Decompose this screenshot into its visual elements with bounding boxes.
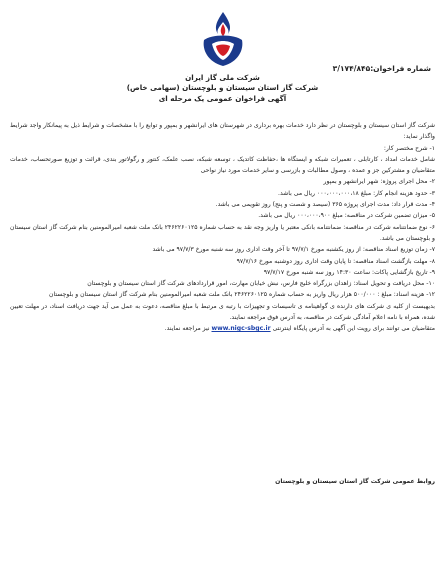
- notice-body: [10, 120, 435, 335]
- item-1: ۱- شرح مختصر کار:: [383, 144, 435, 152]
- item-1-detail: شامل خدمات امداد ، کارتابلی ، تعمیرات شبکه و ایستگاه ها ،حفاظت کاتدیک ، توسعه شبکه، نصب علمک، کنتور و رگولاتور بندی، قرائت و توزیع صورتحساب، خدمات متقاضیان و مشترکین جز و عمده ، وصول مطالبات و بازرسی و سایر خدمات مورد نیاز نواحی: [10, 155, 435, 175]
- closing-suffix: نیز مراجعه نمایند.: [164, 325, 210, 333]
- header-company: شرکت ملی گاز ایران: [185, 73, 260, 82]
- item-7: ۷- زمان توزیع اسناد مناقصه: از روز یکشنبه مورخ ۹۷/۷/۱ تا آخر وقت اداری روز سه شنبه مورخ ۹۷/۷/۳ می باشد: [152, 246, 435, 254]
- item-2: ۲- محل اجرای پروژه: شهر ایرانشهر و بمپور: [323, 178, 435, 186]
- notice-number: شماره فراخوان:۳/۱۷۴/۸۴۵: [332, 64, 431, 73]
- header-subsidiary: شرکت گاز استان سیستان و بلوچستان (سهامی خاص): [126, 83, 319, 92]
- item-5: ۵- میزان تضمین شرکت در مناقصه: مبلغ ۰۰۰،۰۰۰،۹۰۰ ریال می باشد.: [258, 212, 435, 220]
- item-12: ۱۲- هزینه اسناد: مبلغ : ۵۰۰/۰۰۰ هزار ریال واریز به حساب شماره ۲۴۶۲۲۶۰۱۲۵ بانک ملت شعبه امیرالمومنین بنام شرکت گاز استان سیستان و بلوچستان: [49, 291, 435, 299]
- closing-paragraph: [10, 323, 435, 334]
- closing-prefix: متقاضیان می توانند برای رویت این آگهی به آدرس پایگاه اینترنتی: [272, 325, 435, 333]
- item-8: ۸- مهلت بازگشت اسناد مناقصه: تا پایان وقت اداری روز دوشنبه مورخ ۹۷/۷/۱۶: [236, 257, 435, 265]
- nigc-logo-icon: [194, 10, 252, 72]
- website-link[interactable]: www.nigc-sbgc.ir: [211, 325, 271, 333]
- item-3: ۳- حدود هزینه انجام کار: مبلغ ۰۰۰،۰۰۰،۰۰۰،۱۸ ریال می باشد.: [278, 189, 435, 197]
- intro-paragraph: شرکت گاز استان سیستان و بلوچستان در نظر دارد خدمات بهره برداری در شهرستان های ایرانشهر و بمپور و توابع را با مشخصات و شرایط ذیل به پیمانکار واجد شرایط واگذار نماید:: [10, 122, 435, 141]
- item-10: ۱۰- محل دریافت و تحویل اسناد: زاهدان بزرگراه خلیج فارس، نبش خیابان مهارت، امور قراردادهای شرکت گاز استان سیستان و بلوچستان: [87, 280, 435, 288]
- header-title: آگهی فراخوان عمومی یک مرحله ای: [158, 94, 287, 103]
- footer-signature: روابط عمومی شرکت گاز استان سیستان و بلوچستان: [275, 478, 435, 485]
- item-4: ۴- مدت قرار داد: مدت اجرای پروژه ۳۶۵ (سیصد و شصت و پنج) روز تقویمی می باشد.: [215, 201, 435, 209]
- item-6: ۶- نوع ضمانتنامه شرکت در مناقصه: ضمانتنامه بانکی معتبر یا واریز وجه نقد به حساب شماره ۲۴۶۲۲۶۰۱۲۵ بانک ملت شعبه امیرالمومنین بنام شرکت گاز استان سیستان و بلوچستان می باشد.: [10, 223, 435, 242]
- invitation-paragraph: بدیهیست از کلیه ی شرکت های دارنده ی گواهینامه ی تاسیسات و تجهیزات با رتبه ی مرتبط با مبلغ مناقصه، دعوت به عمل می آید جهت دریافت اسناد، در مهلت تعیین شده، همراه با نامه اعلام آمادگی شرکت در مناقصه، به آدرس فوق مراجعه نمایند.: [10, 302, 435, 322]
- item-9: ۹- تاریخ بازگشایی پاکات: ساعت ۱۴:۳۰ روز سه شنبه مورخ ۹۷/۷/۱۷: [263, 268, 435, 276]
